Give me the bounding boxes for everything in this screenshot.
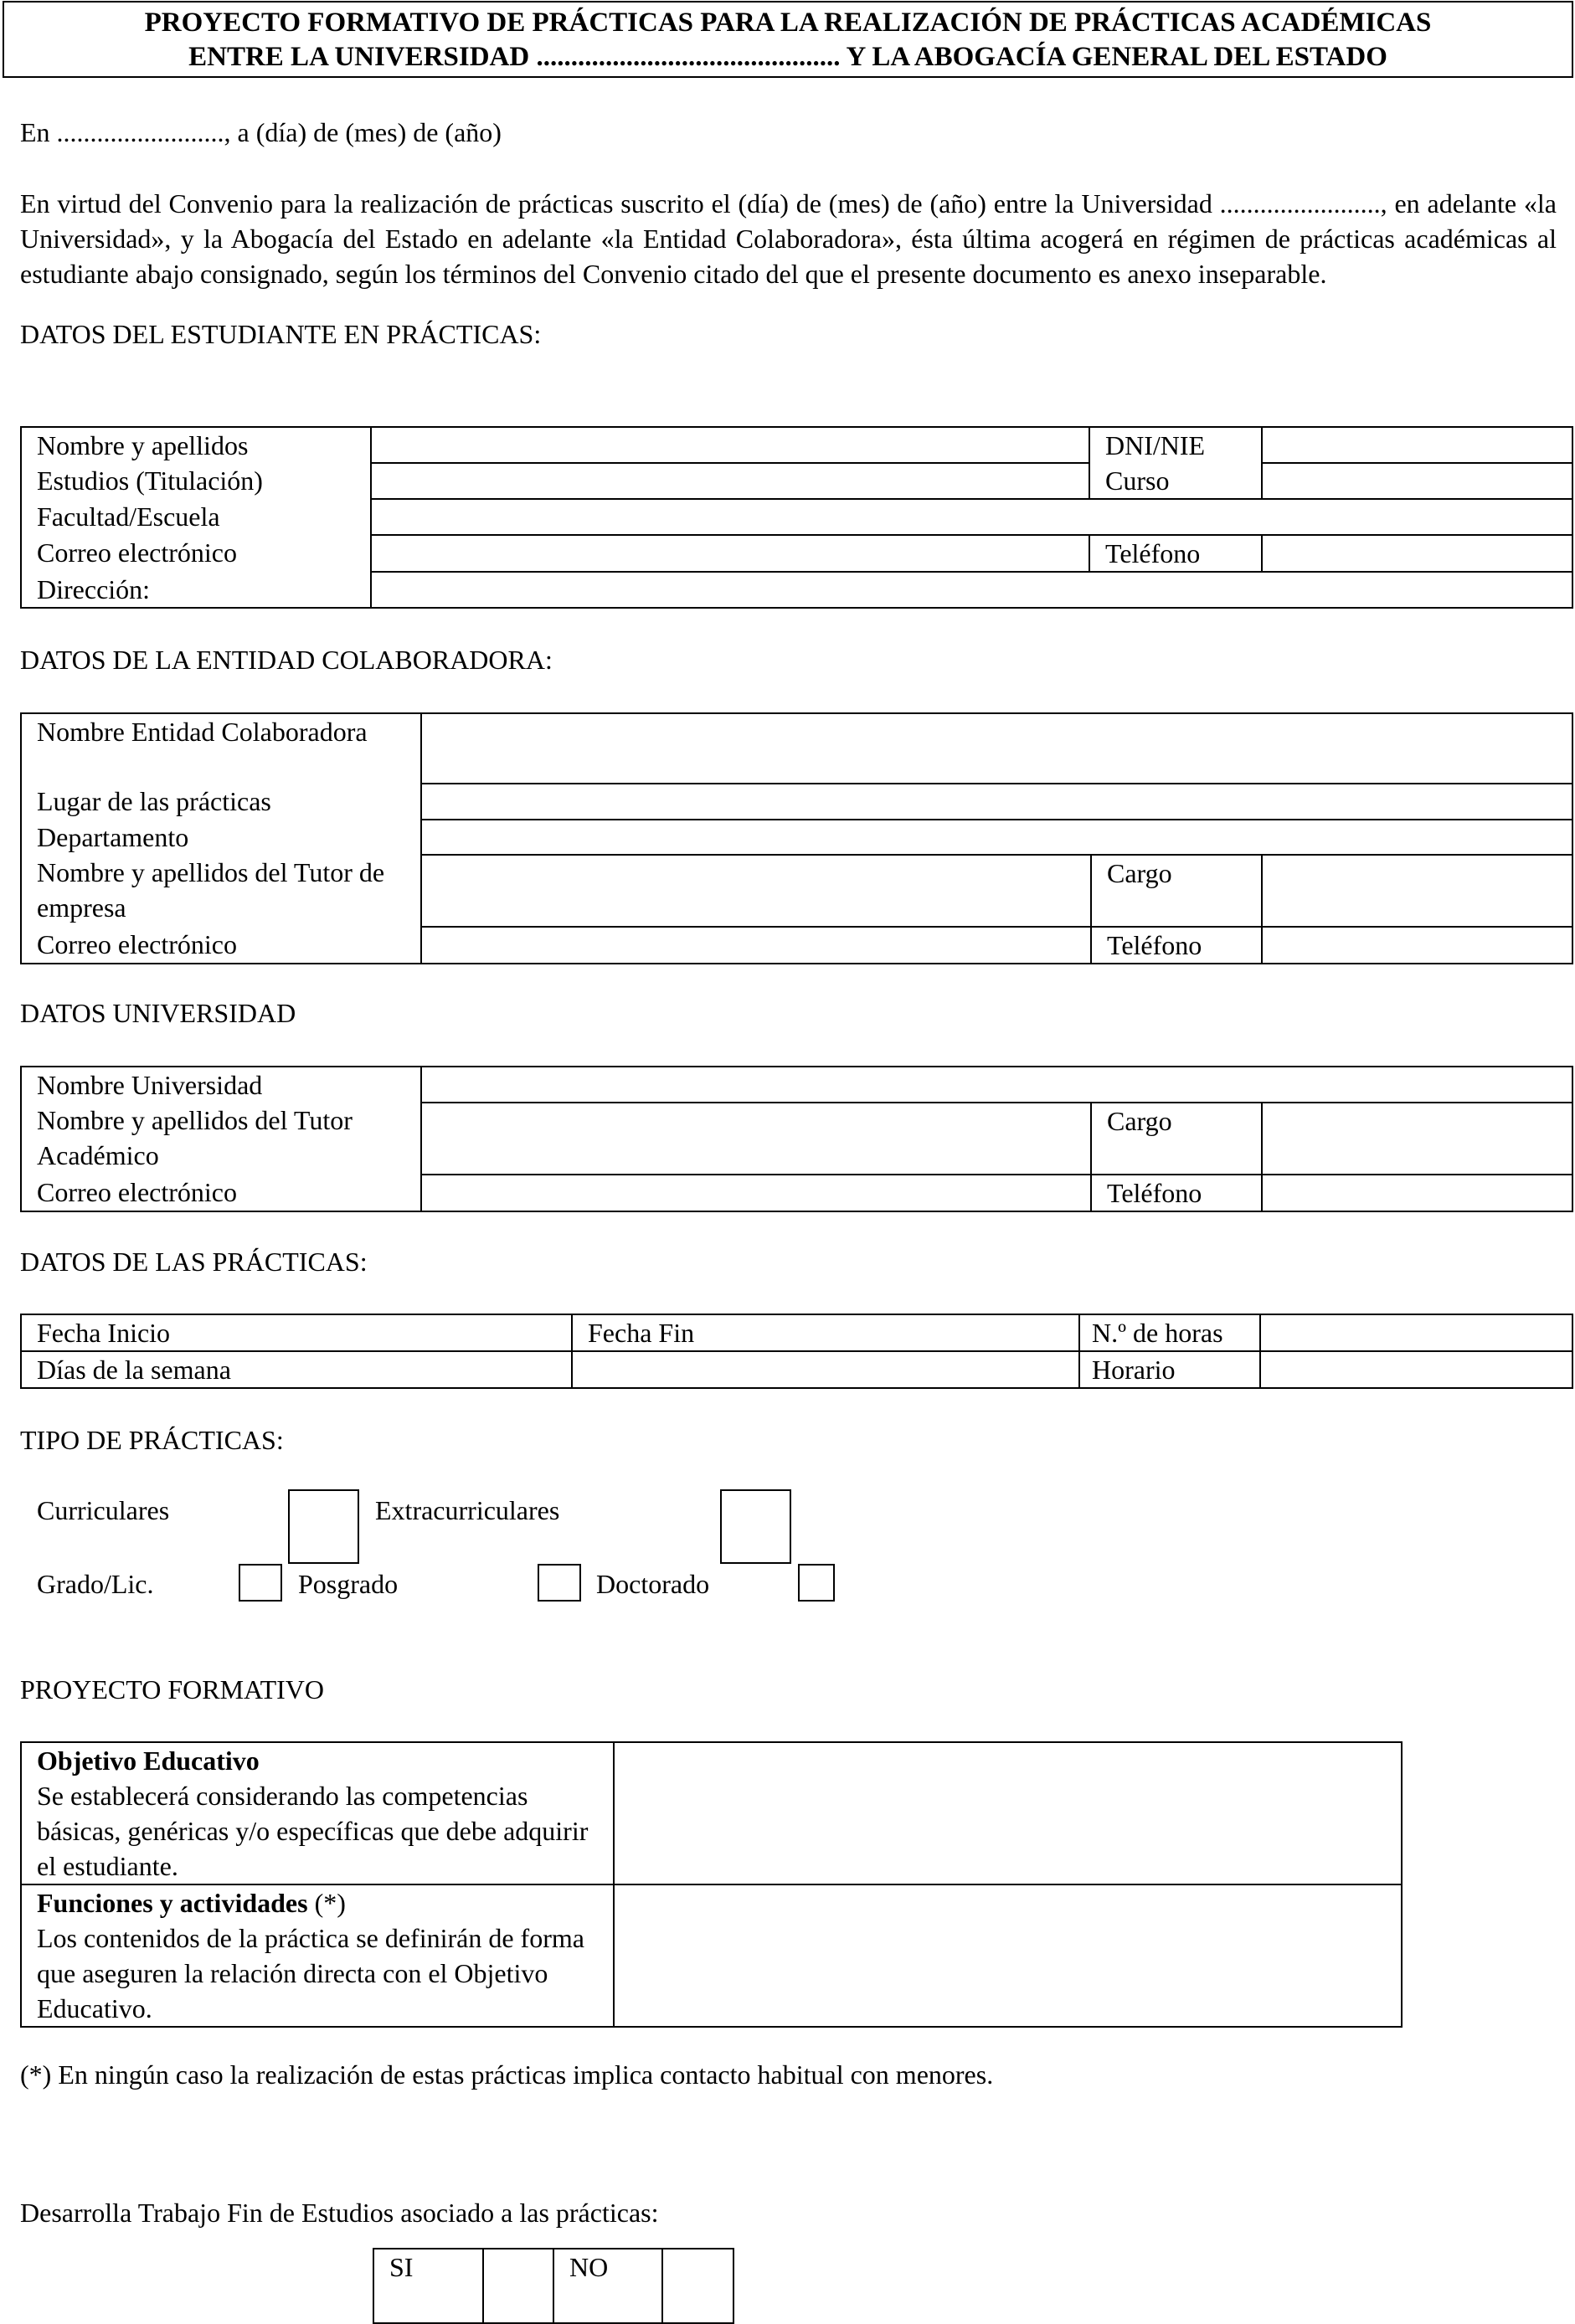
student-phone-label: Teléfono	[1089, 535, 1262, 572]
tfe-yes-box[interactable]	[483, 2249, 553, 2323]
student-studies-label: Estudios (Titulación)	[21, 463, 371, 499]
footnote: (*) En ningún caso la realización de estas prácticas implica contacto habitual con menores.	[20, 2059, 994, 2090]
curricular-checkbox[interactable]	[288, 1489, 359, 1564]
entity-section-heading: DATOS DE LA ENTIDAD COLABORADORA:	[20, 645, 553, 675]
student-email-field[interactable]	[371, 535, 1089, 572]
student-faculty-label: Facultad/Escuela	[21, 499, 371, 535]
entity-place-label: Lugar de las prácticas	[21, 784, 421, 820]
entity-name-field[interactable]	[421, 713, 1572, 784]
university-name-label: Nombre Universidad	[21, 1067, 421, 1103]
document-title-line-1: PROYECTO FORMATIVO DE PRÁCTICAS PARA LA REALIZACIÓN DE PRÁCTICAS ACADÉMICAS	[144, 8, 1432, 38]
doctorate-checkbox[interactable]	[798, 1564, 835, 1602]
student-studies-field[interactable]	[371, 463, 1089, 499]
project-section-heading: PROYECTO FORMATIVO	[20, 1674, 325, 1704]
internship-schedule-label: Horario	[1079, 1351, 1260, 1388]
tfe-yes-label: SI	[373, 2249, 483, 2323]
university-name-field[interactable]	[421, 1067, 1572, 1103]
university-tutor-field[interactable]	[421, 1103, 1091, 1175]
student-address-field[interactable]	[371, 572, 1572, 608]
student-course-field[interactable]	[1262, 463, 1572, 499]
internship-schedule-field[interactable]	[1260, 1351, 1572, 1388]
entity-position-field[interactable]	[1262, 855, 1572, 927]
place-date-line: En ........................., a (día) de (mes) de (año)	[20, 117, 502, 147]
internship-end-cell[interactable]: Fecha Fin	[572, 1314, 1079, 1351]
student-name-field[interactable]	[371, 427, 1089, 463]
doctorate-label: Doctorado	[596, 1569, 710, 1599]
internship-hours-label: N.º de horas	[1079, 1314, 1260, 1351]
functions-mark: (*)	[307, 1888, 346, 1918]
extracurricular-label: Extracurriculares	[375, 1495, 560, 1525]
entity-phone-label: Teléfono	[1091, 927, 1262, 964]
student-dni-label: DNI/NIE	[1089, 427, 1262, 463]
type-section-heading: TIPO DE PRÁCTICAS:	[20, 1425, 284, 1455]
student-name-label: Nombre y apellidos	[21, 427, 371, 463]
student-course-label: Curso	[1089, 463, 1262, 499]
document-title-line-2: ENTRE LA UNIVERSIDAD ............................................ Y LA ABOGACÍA GENERAL DEL ESTADO	[188, 42, 1387, 72]
postgrad-checkbox[interactable]	[538, 1564, 581, 1602]
university-email-field[interactable]	[421, 1175, 1091, 1211]
university-phone-label: Teléfono	[1091, 1175, 1262, 1211]
entity-position-label: Cargo	[1091, 855, 1262, 927]
student-dni-field[interactable]	[1262, 427, 1572, 463]
entity-place-field[interactable]	[421, 784, 1572, 820]
internship-section-heading: DATOS DE LAS PRÁCTICAS:	[20, 1247, 368, 1277]
degree-label: Grado/Lic.	[37, 1569, 154, 1599]
functions-title: Funciones y actividades	[37, 1888, 308, 1918]
entity-department-label: Departamento	[21, 820, 421, 855]
internship-start-cell[interactable]: Fecha Inicio	[21, 1314, 572, 1351]
entity-table	[20, 712, 1573, 964]
student-email-label: Correo electrónico	[21, 535, 371, 572]
internship-hours-field[interactable]	[1260, 1314, 1572, 1351]
curricular-label: Curriculares	[37, 1495, 170, 1525]
university-position-label: Cargo	[1091, 1103, 1262, 1175]
university-tutor-label: Nombre y apellidos del Tutor Académico	[21, 1103, 421, 1175]
objective-cell	[21, 1742, 614, 1884]
internship-table	[20, 1314, 1573, 1389]
functions-text: Los contenidos de la práctica se definirán de forma que aseguren la relación directa con el Objetivo Educativo.	[37, 1923, 584, 2023]
degree-checkbox[interactable]	[239, 1564, 282, 1602]
extracurricular-checkbox[interactable]	[720, 1489, 791, 1564]
objective-title: Objetivo Educativo	[37, 1746, 260, 1776]
document-title-box	[3, 1, 1573, 78]
university-phone-field[interactable]	[1262, 1175, 1572, 1211]
student-faculty-field[interactable]	[371, 499, 1572, 535]
university-position-field[interactable]	[1262, 1103, 1572, 1175]
student-address-label: Dirección:	[21, 572, 371, 608]
objective-text: Se establecerá considerando las competencias básicas, genéricas y/o específicas que debe adquirir el estudiante.	[37, 1781, 589, 1881]
entity-tutor-label: Nombre y apellidos del Tutor de empresa	[21, 855, 421, 927]
intro-paragraph: En virtud del Convenio para la realización de prácticas suscrito el (día) de (mes) de (año) entre la Universidad ........................, en adelante «la Universidad», y la Abogacía del Estado en adelante «la Entidad Colaboradora», ésta última acogerá en régimen de prácticas académicas al estudiante abajo consignado, según los términos del Convenio citado del que el presente documento es anexo inseparable.	[20, 188, 1557, 289]
functions-field[interactable]	[614, 1884, 1402, 2027]
university-section-heading: DATOS UNIVERSIDAD	[20, 998, 296, 1028]
postgrad-label: Posgrado	[298, 1569, 399, 1599]
entity-email-label: Correo electrónico	[21, 927, 421, 964]
internship-days-label: Días de la semana	[21, 1351, 572, 1388]
student-table	[20, 426, 1573, 609]
tfe-no-label: NO	[553, 2249, 662, 2323]
functions-cell	[21, 1884, 614, 2027]
functions-title-row	[37, 1885, 596, 1920]
objective-field[interactable]	[614, 1742, 1402, 1884]
entity-email-field[interactable]	[421, 927, 1091, 964]
tfe-table	[373, 2248, 734, 2324]
university-email-label: Correo electrónico	[21, 1175, 421, 1211]
student-section-heading: DATOS DEL ESTUDIANTE EN PRÁCTICAS:	[20, 319, 542, 349]
entity-phone-field[interactable]	[1262, 927, 1572, 964]
entity-name-label: Nombre Entidad Colaboradora	[21, 713, 421, 784]
entity-department-field[interactable]	[421, 820, 1572, 855]
university-table	[20, 1066, 1573, 1212]
internship-days-field[interactable]	[572, 1351, 1079, 1388]
student-phone-field[interactable]	[1262, 535, 1572, 572]
tfe-no-box[interactable]	[662, 2249, 733, 2323]
entity-tutor-field[interactable]	[421, 855, 1091, 927]
project-table	[20, 1741, 1403, 2028]
tfe-question: Desarrolla Trabajo Fin de Estudios asociado a las prácticas:	[20, 2198, 659, 2228]
